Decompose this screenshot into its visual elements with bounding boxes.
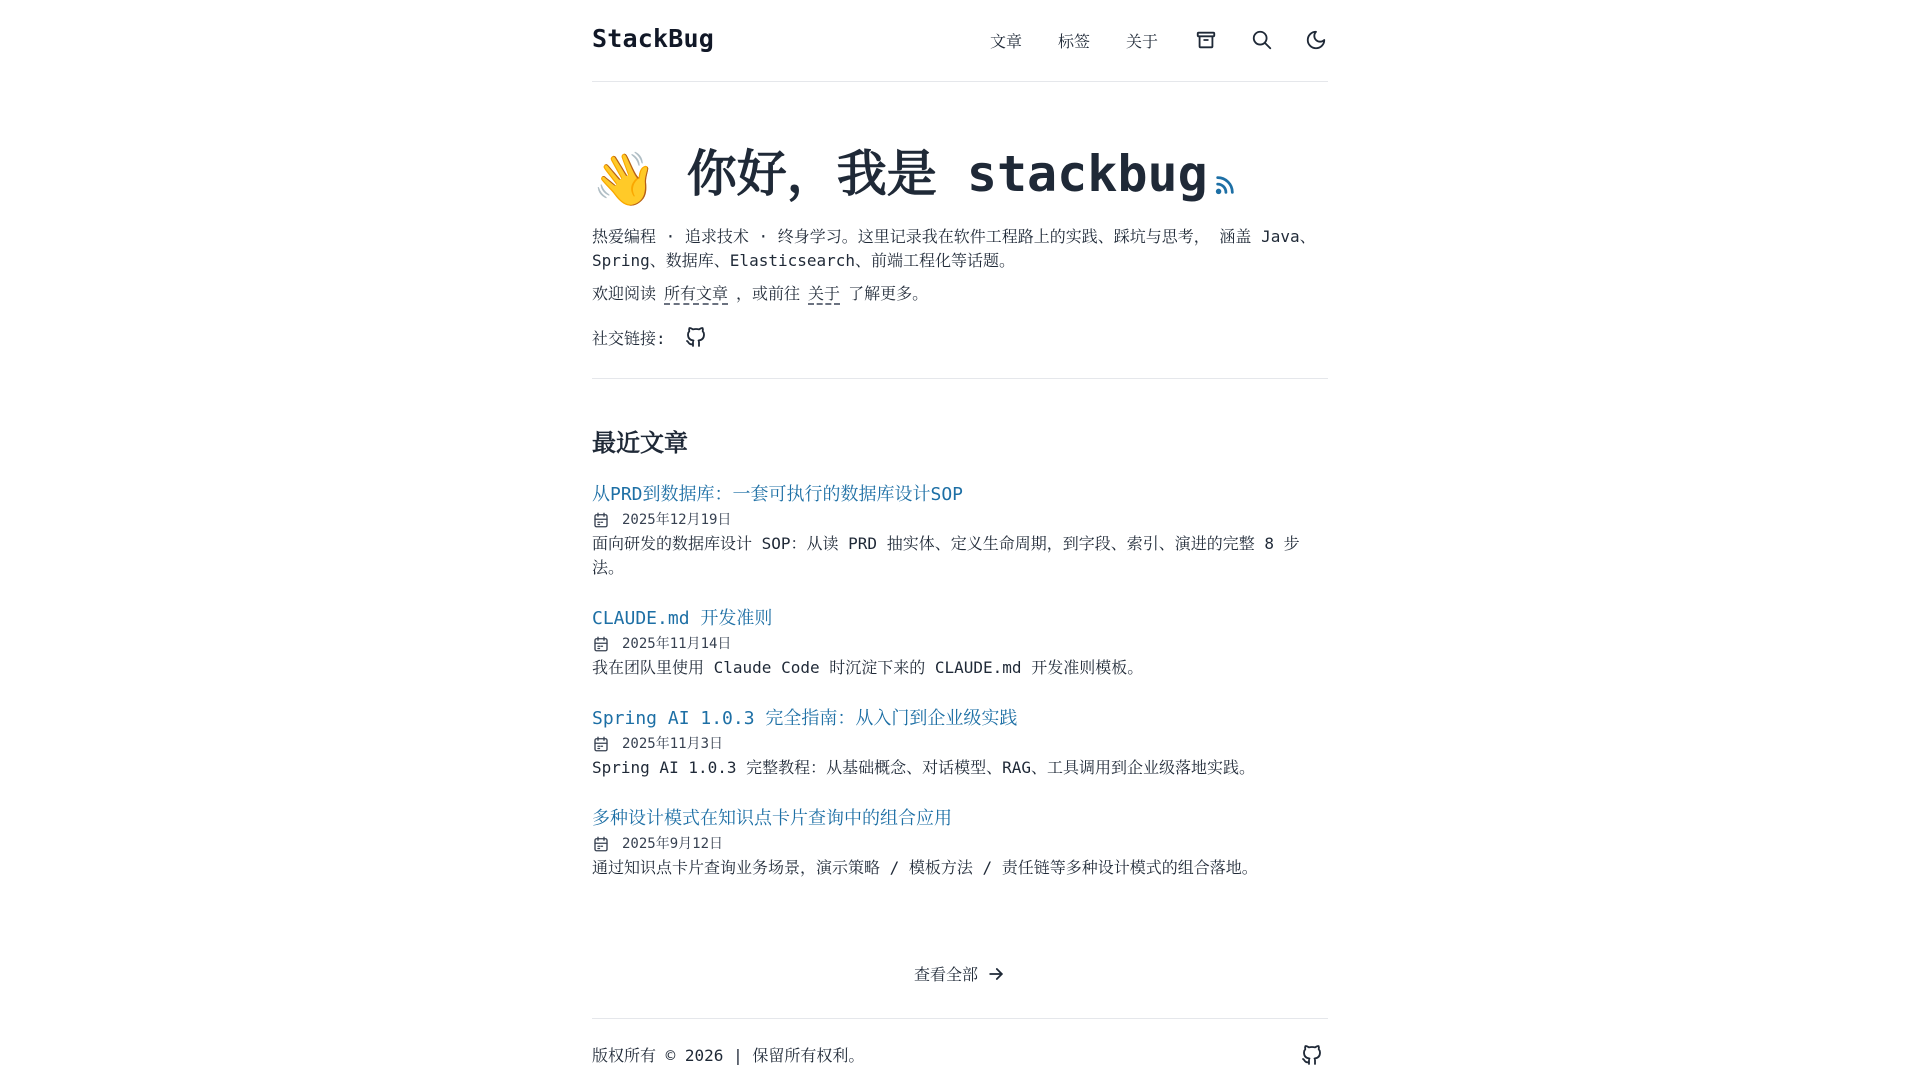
view-all-label: 查看全部 xyxy=(914,965,979,984)
post-date xyxy=(592,733,1328,755)
post-title-link[interactable]: Spring AI 1.0.3 完全指南：从入门到企业级实践 xyxy=(592,708,1018,729)
post-date-text: 2025年11月14日 xyxy=(622,636,732,652)
post-date xyxy=(592,633,1328,655)
post-description: 我在团队里使用 Claude Code 时沉淀下来的 CLAUDE.md 开发准则模板。 xyxy=(592,658,1144,677)
hero-title-text: 你好，我是 stackbug xyxy=(686,145,1208,203)
post-item xyxy=(592,606,1328,680)
post-item xyxy=(592,806,1328,880)
welcome-suffix: 了解更多。 xyxy=(848,284,929,303)
nav-link-about[interactable]: 关于 xyxy=(1125,31,1158,51)
post-date-text: 2025年11月3日 xyxy=(622,736,724,752)
post-date-text: 2025年9月12日 xyxy=(622,836,724,852)
post-title-link[interactable]: 从PRD到数据库：一套可执行的数据库设计SOP xyxy=(592,484,964,505)
site-footer xyxy=(592,1018,1328,1081)
arrow-right-icon xyxy=(986,964,1006,984)
page-container xyxy=(592,0,1328,1080)
recent-posts-title: 最近文章 xyxy=(592,429,688,457)
welcome-prefix: 欢迎阅读 xyxy=(592,284,657,303)
calendar-icon xyxy=(592,735,610,753)
site-header xyxy=(592,0,1328,82)
search-icon[interactable] xyxy=(1250,28,1274,52)
calendar-icon xyxy=(592,511,610,529)
main-nav xyxy=(990,24,1328,56)
all-posts-link[interactable]: 所有文章 xyxy=(664,284,729,303)
post-description: Spring AI 1.0.3 完整教程：从基础概念、对话模型、RAG、工具调用到企业级落地实践。 xyxy=(592,758,1256,777)
site-logo[interactable]: StackBug xyxy=(592,24,715,53)
waving-hand-icon: 👋 xyxy=(592,150,657,210)
hero-section xyxy=(592,130,1328,210)
calendar-icon xyxy=(592,635,610,653)
social-links xyxy=(592,325,708,349)
intro-text: 热爱编程 · 追求技术 · 终身学习。这里记录我在软件工程路上的实践、踩坑与思考， 涵盖 Java、Spring、数据库、Elasticsearch、前端工程化等话题。 xyxy=(592,227,1316,270)
section-divider xyxy=(592,378,1328,379)
rss-icon[interactable] xyxy=(1214,174,1236,196)
calendar-icon xyxy=(592,835,610,853)
github-icon[interactable] xyxy=(684,325,708,349)
post-date xyxy=(592,833,1328,855)
github-icon[interactable] xyxy=(1300,1043,1324,1067)
post-title-link[interactable]: 多种设计模式在知识点卡片查询中的组合应用 xyxy=(592,808,952,829)
nav-link-tags[interactable]: 标签 xyxy=(1057,31,1090,51)
post-date-text: 2025年12月19日 xyxy=(622,512,732,528)
nav-link-posts[interactable]: 文章 xyxy=(989,31,1022,51)
post-description: 面向研发的数据库设计 SOP：从读 PRD 抽实体、定义生命周期，到字段、索引、演进的完整 8 步法。 xyxy=(592,534,1300,577)
social-label: 社交链接: xyxy=(592,328,666,348)
post-item xyxy=(592,706,1328,780)
archive-icon[interactable] xyxy=(1194,28,1218,52)
post-title-link[interactable]: CLAUDE.md 开发准则 xyxy=(592,608,773,629)
post-description: 通过知识点卡片查询业务场景，演示策略 / 模板方法 / 责任链等多种设计模式的组合落地。 xyxy=(592,858,1258,877)
post-date xyxy=(592,509,1328,531)
view-all-link[interactable] xyxy=(914,962,1006,985)
post-item xyxy=(592,482,1328,580)
welcome-middle: ，或前往 xyxy=(736,284,801,303)
hero-title xyxy=(592,130,1328,210)
about-link[interactable]: 关于 xyxy=(808,284,841,303)
copyright-text: 版权所有 © 2026 | 保留所有权利。 xyxy=(592,1046,865,1065)
welcome-line xyxy=(592,282,928,306)
moon-icon[interactable] xyxy=(1304,28,1328,52)
